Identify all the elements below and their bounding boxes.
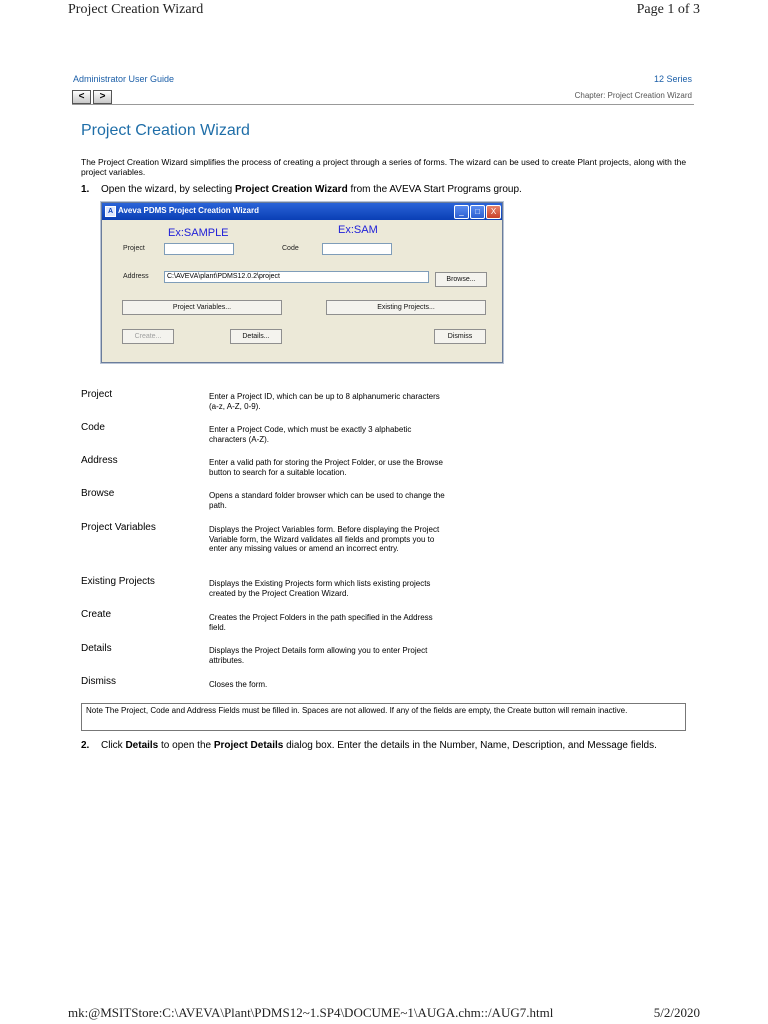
term-project-variables: Project Variables	[81, 522, 156, 533]
intro-paragraph: The Project Creation Wizard simplifies the process of creating a project through a series of forms. The wizard can be used to create Plant projects, along with the project variables.	[81, 157, 687, 177]
browse-button[interactable]: Browse...	[435, 272, 487, 287]
term-dismiss: Dismiss	[81, 676, 116, 687]
step-1-text-pre: Open the wizard, by selecting	[101, 184, 235, 195]
term-address: Address	[81, 455, 118, 466]
details-button[interactable]: Details...	[230, 329, 282, 344]
desc-address: Enter a valid path for storing the Project Folder, or use the Browse button to search for a suitable location.	[209, 458, 443, 477]
print-footer-path: mk:@MSITStore:C:\AVEVA\Plant\PDMS12~1.SP4\DOCUME~1\AUGA.chm::/AUG7.html	[68, 1005, 554, 1020]
create-button[interactable]: Create...	[122, 329, 174, 344]
header-divider	[72, 104, 694, 105]
address-label: Address	[123, 273, 149, 280]
desc-details: Displays the Project Details form allowing you to enter Project attributes.	[209, 646, 428, 665]
print-footer-date: 5/2/2020	[653, 1005, 700, 1020]
step-2-bold-details: Details	[125, 740, 159, 751]
close-icon[interactable]: X	[486, 205, 501, 219]
print-page-number: Page 1 of 3	[636, 2, 700, 17]
guide-name: Administrator User Guide	[73, 74, 175, 84]
nav-buttons	[72, 90, 112, 104]
desc-dismiss: Closes the form.	[209, 680, 268, 689]
desc-create: Creates the Project Folders in the path specified in the Address field.	[209, 613, 433, 632]
chapter-label: Chapter: Project Creation Wizard	[574, 91, 692, 100]
step-1-number: 1.	[81, 184, 90, 195]
step-1-bold: Project Creation Wizard	[234, 184, 348, 195]
address-input[interactable]: C:\AVEVA\plant\PDMS12.0.2\project	[164, 271, 429, 283]
project-variables-button[interactable]: Project Variables...	[122, 300, 282, 315]
step-2-text-e: dialog box. Enter the details in the Number, Name, Description, and Message fields.	[283, 740, 657, 751]
project-creation-wizard-dialog	[101, 202, 503, 363]
dialog-titlebar	[102, 203, 502, 220]
page-title: Project Creation Wizard	[81, 122, 250, 139]
example-project-annotation: Ex:SAMPLE	[168, 227, 229, 239]
previous-page-button[interactable]: <	[72, 90, 91, 104]
term-details: Details	[81, 643, 112, 654]
next-page-button[interactable]: >	[93, 90, 112, 104]
code-input[interactable]	[322, 243, 392, 255]
desc-existing-projects: Displays the Existing Projects form which lists existing projects created by the Project Creation Wizard.	[209, 579, 431, 598]
step-1	[81, 184, 522, 196]
project-label: Project	[123, 245, 145, 252]
step-2-text-c: to open the	[158, 740, 214, 751]
term-create: Create	[81, 609, 112, 620]
term-project: Project	[81, 389, 113, 400]
dismiss-button[interactable]: Dismiss	[434, 329, 486, 344]
example-code-annotation: Ex:SAM	[338, 224, 378, 236]
term-code: Code	[81, 422, 105, 433]
existing-projects-button[interactable]: Existing Projects...	[326, 300, 486, 315]
app-icon: A	[105, 206, 116, 217]
print-header-title: Project Creation Wizard	[68, 2, 204, 17]
step-2	[81, 740, 691, 752]
step-2-number: 2.	[81, 740, 90, 751]
desc-browse: Opens a standard folder browser which can be used to change the path.	[209, 491, 445, 510]
desc-project-variables: Displays the Project Variables form. Before displaying the Project Variable form, the Wizard validates all fields and prompts you to enter any missing values or amend an incorrect entry.	[209, 525, 440, 553]
minimize-icon[interactable]: _	[454, 205, 469, 219]
desc-code: Enter a Project Code, which must be exactly 3 alphabetic characters (A-Z).	[209, 425, 412, 444]
code-label: Code	[282, 245, 299, 252]
step-2-bold-project-details: Project Details	[213, 740, 284, 751]
term-browse: Browse	[81, 488, 115, 499]
note-box: Note The Project, Code and Address Fields must be filled in. Spaces are not allowed. If any of the fields are empty, the Create button will remain inactive.	[81, 703, 686, 731]
step-2-text-a: Click	[101, 740, 126, 751]
desc-project: Enter a Project ID, which can be up to 8 alphanumeric characters (a-z, A-Z, 0-9).	[209, 392, 440, 411]
maximize-icon[interactable]: □	[470, 205, 485, 219]
term-existing-projects: Existing Projects	[81, 576, 155, 587]
dialog-title: Aveva PDMS Project Creation Wizard	[118, 206, 260, 215]
series-label: 12 Series	[653, 74, 692, 84]
step-1-text-post: from the AVEVA Start Programs group.	[347, 184, 522, 195]
project-input[interactable]	[164, 243, 234, 255]
